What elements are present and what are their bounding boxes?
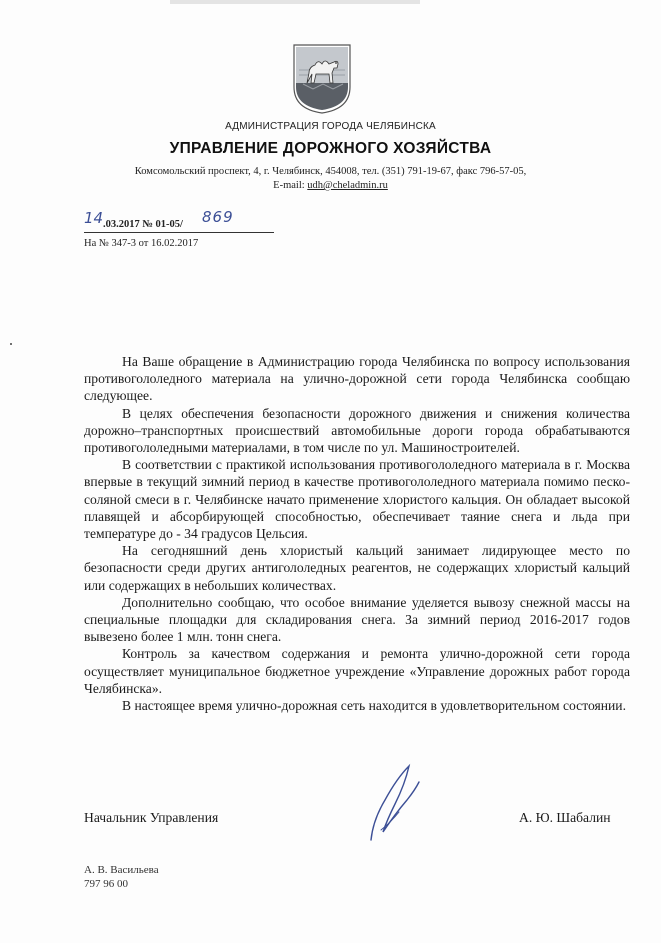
date-and-number: .03.2017 № 01-05/: [103, 219, 183, 230]
department-name: УПРАВЛЕНИЕ ДОРОЖНОГО ХОЗЯЙСТВА: [169, 140, 492, 157]
body-paragraph: Дополнительно сообщаю, что особое внимание уделяется вывозу снежной массы на специальные площадки для складирования снега. За зимний период 2016-2017 годов вывезено более 1 млн. тонн снега.: [84, 594, 630, 645]
body-paragraph: В соответствии с практикой использования противогололедного материала в г. Москва впервые в текущий зимний период в качестве противогололедного материала помимо песко-соляной смеси в г. Челябинске начато применение хлористого кальция. Он обладает высокой плавящей и абсорбирующей способностью, обеспечивает таяние снега и льда при температуре до - 34 градусов Цельсия.: [84, 457, 630, 542]
scan-artifact: [170, 0, 420, 4]
letter-body: [84, 353, 630, 714]
scan-dot: [10, 343, 12, 345]
body-paragraph: Контроль за качеством содержания и ремонта улично-дорожной сети города осуществляет муниципальное бюджетное учреждение «Управление дорожных работ города Челябинска».: [84, 646, 630, 696]
body-paragraph: На сегодняшний день хлористый кальций занимает лидирующее место по безопасности среди других антигололедных реагентов, не содержащих хлористый кальций или содержащих в небольших количествах.: [84, 543, 630, 593]
department-address: Комсомольский проспект, 4, г. Челябинск, 454008, тел. (351) 791-19-67, факс 796-57-05,: [134, 166, 527, 177]
handwritten-number: 869: [202, 208, 234, 226]
body-paragraph: В настоящее время улично-дорожная сеть находится в удовлетворительном состоянии.: [122, 698, 626, 714]
email-line: [0, 180, 661, 191]
email-link[interactable]: udh@cheladmin.ru: [307, 180, 388, 191]
handwritten-signature: [365, 760, 425, 845]
body-paragraph: В целях обеспечения безопасности дорожного движения и снижения количества дорожно–транспортных происшествий автомобильные дороги города обрабатываются противогололедными материалами, в том числе по ул. Машиностроителей.: [84, 405, 630, 456]
signatory-title: Начальник Управления: [84, 810, 219, 825]
executor-name: А. В. Васильева: [84, 864, 159, 876]
email-label: E-mail:: [273, 180, 308, 191]
outgoing-reference: [84, 208, 274, 233]
handwritten-day: 14: [84, 209, 104, 227]
executor-phone: 797 96 00: [84, 878, 128, 890]
administration-name: АДМИНИСТРАЦИЯ ГОРОДА ЧЕЛЯБИНСКА: [225, 121, 436, 132]
in-reply-to: На № 347-3 от 16.02.2017: [84, 238, 199, 249]
body-paragraph: На Ваше обращение в Администрацию города Челябинска по вопросу использования противогололедного материала на улично-дорожной сети города Челябинска сообщаю следующее.: [84, 354, 630, 404]
signatory-name: А. Ю. Шабалин: [519, 810, 611, 825]
city-coat-of-arms-icon: [291, 43, 353, 115]
